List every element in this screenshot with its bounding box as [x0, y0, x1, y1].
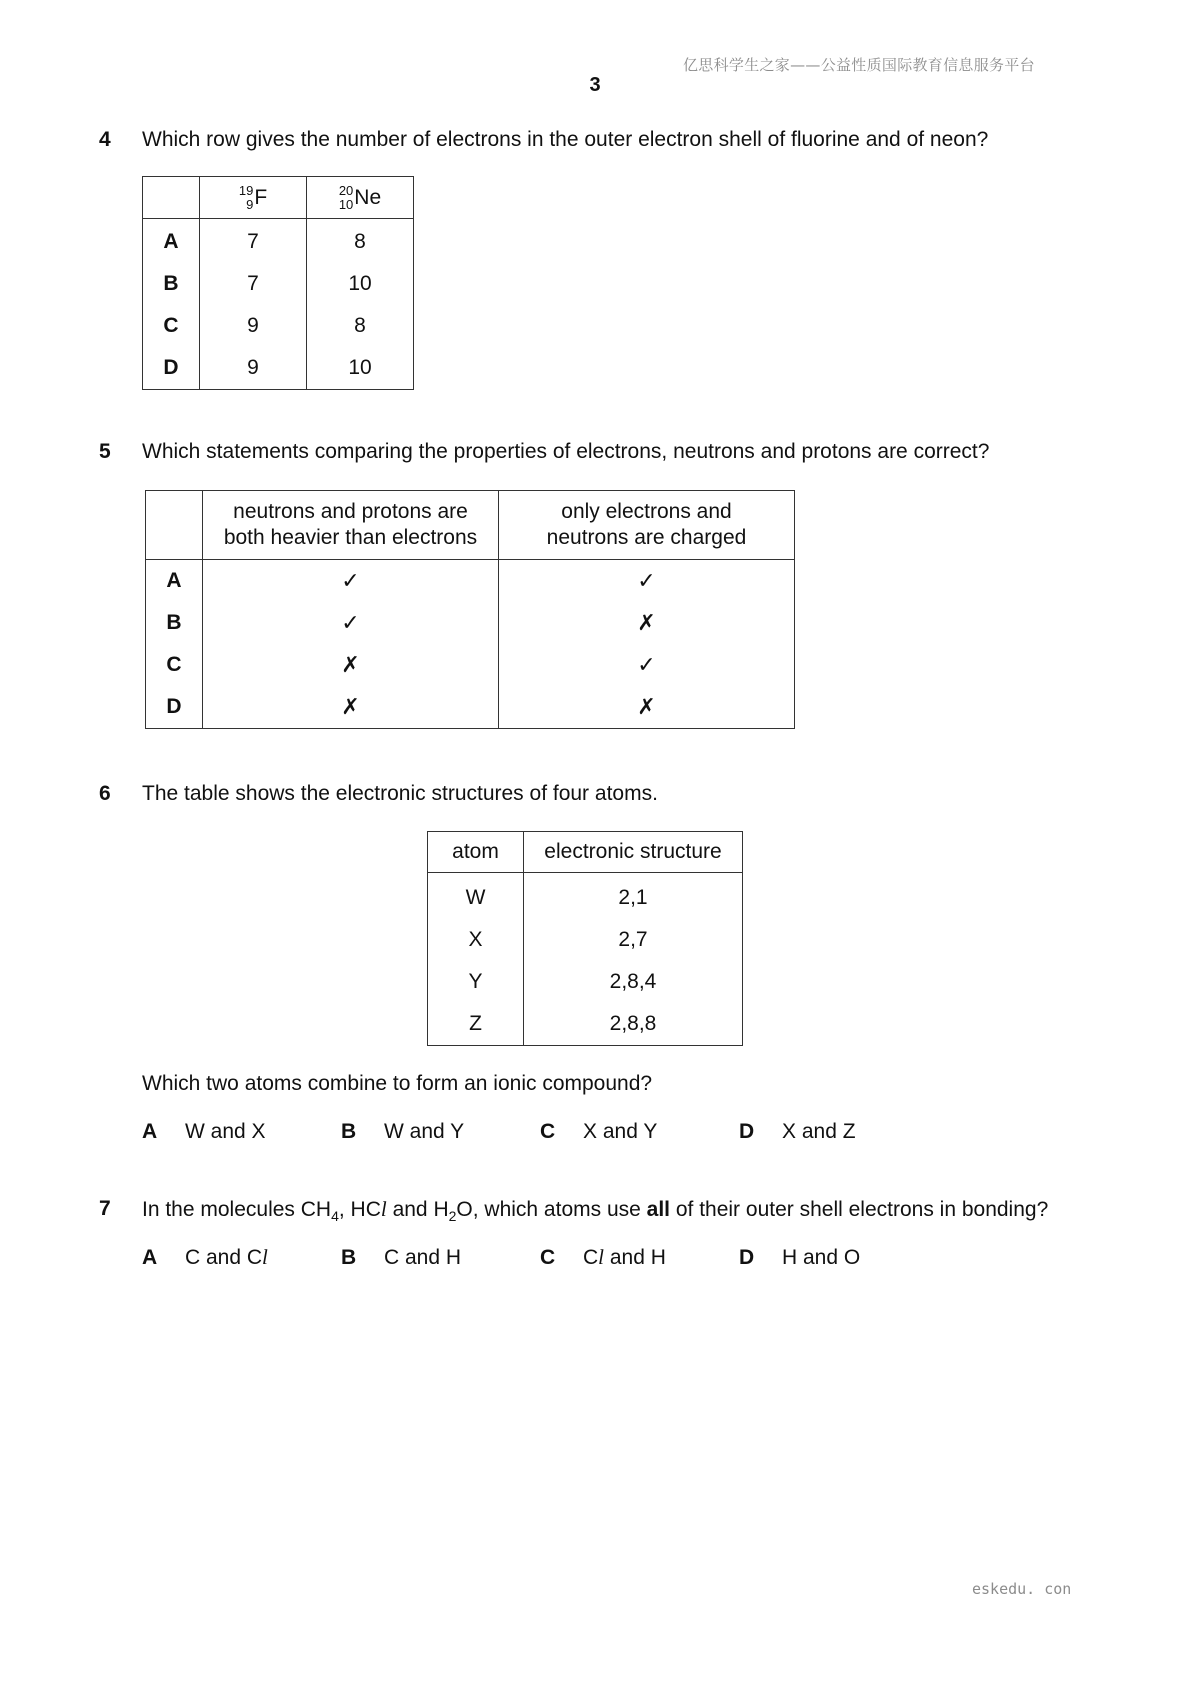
statement-2-mark: ✓: [499, 644, 795, 686]
table-row: [146, 686, 795, 729]
fluorine-header: [200, 177, 307, 219]
row-label: B: [143, 263, 200, 305]
option-label: D: [739, 1120, 755, 1143]
footer-site-text: eskedu. con: [972, 1580, 1072, 1598]
option-text: W and Y: [384, 1120, 465, 1143]
blank-header-cell: [143, 177, 200, 219]
option-label: D: [739, 1246, 755, 1269]
option-b[interactable]: B C and H: [341, 1246, 462, 1269]
page-number: 3: [589, 74, 601, 96]
fluorine-atomic-number: 9: [246, 196, 254, 212]
table-header-row: [143, 177, 414, 219]
table-row: [143, 305, 414, 347]
table-row: [146, 644, 795, 686]
neon-value: 10: [307, 263, 414, 305]
question-5-number: 5: [99, 440, 111, 463]
neon-value: 8: [307, 219, 414, 264]
question-7-number: 7: [99, 1197, 111, 1220]
question-6-text: The table shows the electronic structures of four atoms.: [142, 782, 658, 805]
row-label: B: [146, 602, 203, 644]
question-4-text: Which row gives the number of electrons in the outer electron shell of fluorine and of neon?: [142, 128, 989, 151]
statement-1-line-2: both heavier than electrons: [223, 526, 478, 549]
statement-1-mark: ✓: [203, 602, 499, 644]
neon-atomic-number: 10: [338, 196, 354, 212]
statement-1-mark: ✗: [203, 686, 499, 729]
question-7-options: [142, 1245, 1042, 1275]
statement-1-mark: ✓: [203, 560, 499, 603]
blank-header-cell: [146, 491, 203, 560]
atom-cell: X: [428, 919, 524, 961]
question-6-prompt: Which two atoms combine to form an ionic compound?: [142, 1072, 653, 1095]
atom-cell: W: [428, 873, 524, 920]
question-6-number: 6: [99, 782, 111, 805]
question-5-table: [145, 490, 795, 729]
row-label: A: [143, 219, 200, 264]
table-row: [428, 961, 743, 1003]
option-label: C: [540, 1246, 556, 1269]
row-label: D: [143, 347, 200, 390]
atom-cell: Z: [428, 1003, 524, 1046]
question-5-text: Which statements comparing the properties of electrons, neutrons and protons are correct?: [142, 440, 990, 463]
question-4-number: 4: [99, 128, 111, 151]
atom-cell: Y: [428, 961, 524, 1003]
table-row: [428, 873, 743, 920]
option-label: B: [341, 1120, 357, 1143]
question-7-text: In the molecules $CH_4$, HCl and $H_2O$, which atoms use all of their outer shell electrons in bonding?: [142, 1197, 1049, 1225]
structure-cell: 2,8,8: [524, 1003, 743, 1046]
row-label: D: [146, 686, 203, 729]
fluorine-value: 7: [200, 263, 307, 305]
structure-cell: 2,7: [524, 919, 743, 961]
table-header-row: [146, 491, 795, 560]
neon-mass-number: 20: [338, 182, 354, 198]
option-label: C: [540, 1120, 556, 1143]
table-row: [146, 602, 795, 644]
row-label: C: [143, 305, 200, 347]
question-6-options: [142, 1120, 1042, 1150]
neon-symbol: Ne: [354, 185, 382, 209]
question-4-table: [142, 176, 414, 390]
table-row: [143, 263, 414, 305]
statement-2-line-2: neutrons are charged: [546, 526, 747, 549]
statement-2-mark: ✗: [499, 602, 795, 644]
statement-2-header: [499, 491, 795, 560]
option-text: X and Z: [782, 1120, 856, 1143]
fluorine-value: 9: [200, 347, 307, 390]
option-b[interactable]: [341, 1120, 464, 1144]
table-row: [146, 560, 795, 603]
neon-value: 8: [307, 305, 414, 347]
option-text: X and Y: [583, 1120, 658, 1143]
option-a[interactable]: [142, 1120, 266, 1144]
fluorine-value: 7: [200, 219, 307, 264]
table-row: [428, 1003, 743, 1046]
neon-isotope-notation: [339, 184, 381, 212]
option-a[interactable]: A C and Cl: [142, 1245, 268, 1269]
question-6-table: [427, 831, 743, 1046]
option-label: A: [142, 1120, 158, 1143]
structure-cell: 2,8,4: [524, 961, 743, 1003]
statement-2-mark: ✗: [499, 686, 795, 729]
statement-1-header: [203, 491, 499, 560]
statement-2-mark: ✓: [499, 560, 795, 603]
table-row: [143, 219, 414, 264]
statement-2-line-1: only electrons and: [561, 500, 732, 523]
row-label: C: [146, 644, 203, 686]
option-text: W and X: [185, 1120, 266, 1143]
watermark-text: 亿思科学生之家——公益性质国际教育信息服务平台: [683, 56, 1035, 74]
structure-cell: 2,1: [524, 873, 743, 920]
neon-value: 10: [307, 347, 414, 390]
option-label: A: [142, 1246, 158, 1269]
neon-header: [307, 177, 414, 219]
fluorine-isotope-notation: [239, 184, 267, 212]
table-header-row: [428, 832, 743, 873]
option-d[interactable]: D H and O: [739, 1246, 861, 1269]
table-row: [143, 347, 414, 390]
row-label: A: [146, 560, 203, 603]
option-label: B: [341, 1246, 357, 1269]
option-c[interactable]: C Cl and H: [540, 1245, 666, 1269]
fluorine-value: 9: [200, 305, 307, 347]
table-row: [428, 919, 743, 961]
fluorine-mass-number: 19: [238, 182, 254, 198]
structure-header: electronic structure: [524, 832, 743, 873]
statement-1-mark: ✗: [203, 644, 499, 686]
option-c[interactable]: [540, 1120, 657, 1144]
statement-1-line-1: neutrons and protons are: [233, 500, 468, 523]
fluorine-symbol: F: [254, 185, 268, 209]
option-d[interactable]: [739, 1120, 856, 1144]
atom-header: atom: [428, 832, 524, 873]
